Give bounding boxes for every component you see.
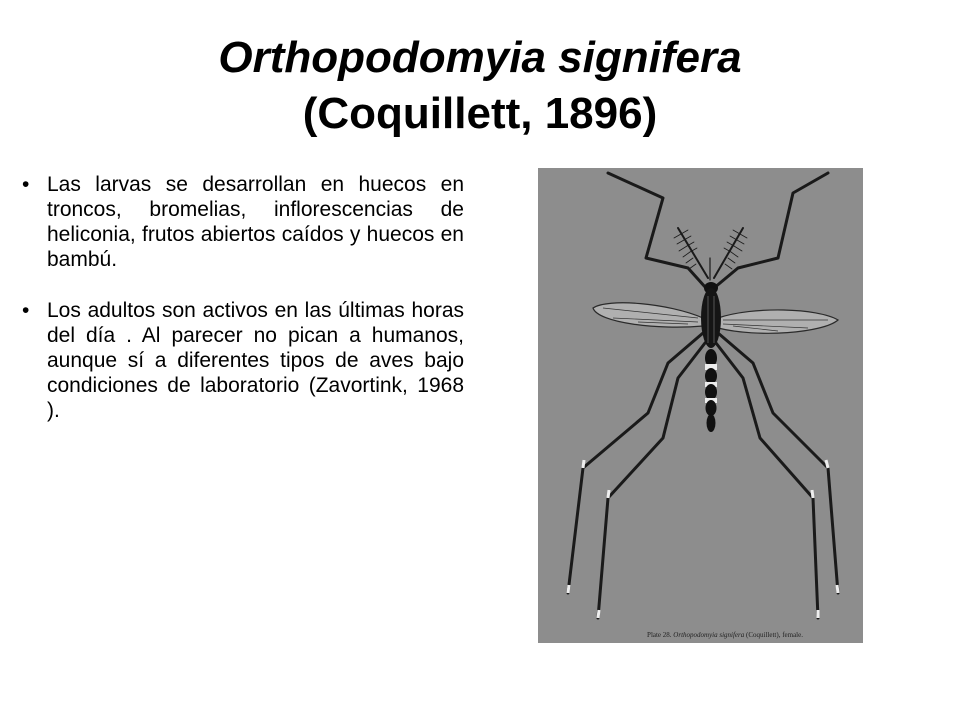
species-name: Orthopodomyia signifera [218,33,742,82]
bullet-list [22,172,464,423]
bullet-larvae: • Las larvas se desarrollan en huecos en troncos, bromelias, inflorescencias de heliconia, frutos abiertos caídos y huecos en bambú. [22,172,464,272]
plate-caption [538,631,863,639]
plate-caption-prefix: Plate 28. [647,631,672,639]
plate-caption-suffix: (Coquillett), female. [746,631,803,639]
mosquito-illustration [538,168,863,643]
slide-title [0,30,960,142]
bullet-adults: • Los adultos son activos en las últimas horas del día . Al parecer no pican a humanos, aunque sí a diferentes tipos de aves bajo condiciones de laboratorio (Zavortink, 1968 ). [22,298,464,423]
mosquito-plate-image [538,168,863,643]
plate-caption-species: Orthopodomyia signifera [673,631,745,639]
species-author: (Coquillett, 1896) [302,89,658,138]
